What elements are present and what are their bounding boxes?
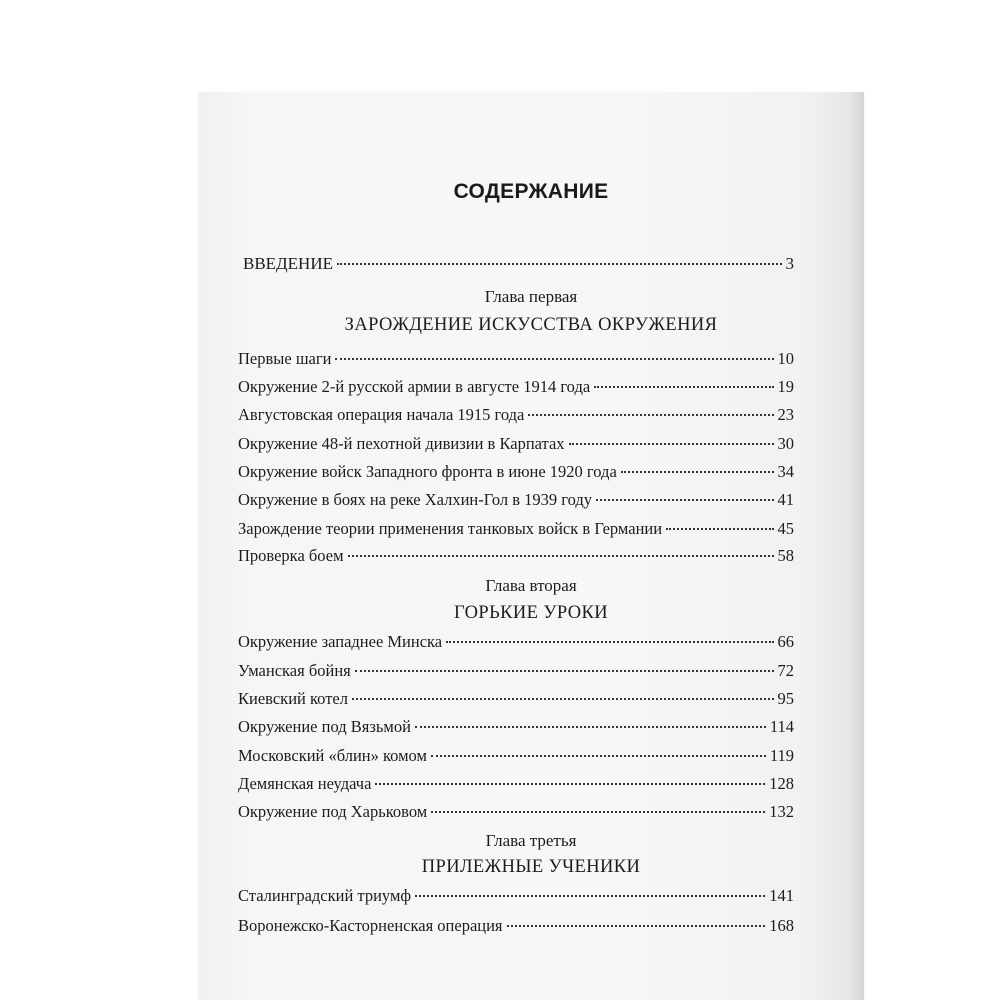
toc-entry [238, 744, 794, 768]
toc-entry-page: 132 [769, 802, 794, 821]
toc-entry-label: Окружение войск Западного фронта в июне 1920 года [238, 462, 617, 481]
toc-entry-label: Окружение под Вязьмой [238, 717, 411, 736]
toc-entry-page: 114 [769, 717, 794, 736]
toc-entry-label: Окружение 48-й пехотной дивизии в Карпатах [238, 434, 565, 453]
toc-entry [238, 687, 794, 711]
toc-entry-label: Окружение в боях на реке Халхин-Гол в 1939 году [238, 490, 593, 509]
toc-entry-label: Уманская бойня [238, 661, 351, 680]
toc-entry-page: 41 [777, 490, 794, 509]
toc-entry-label: Демянская неудача [238, 774, 372, 793]
toc-entry-page: 119 [769, 746, 794, 765]
dot-leader [352, 698, 774, 700]
toc-title: СОДЕРЖАНИЕ [453, 180, 609, 203]
dot-leader [528, 414, 773, 416]
toc-entry-label: Первые шаги [238, 349, 332, 368]
dot-leader [415, 726, 766, 728]
toc-entry-page: 10 [777, 349, 794, 368]
toc-entry [238, 800, 794, 824]
toc-entry-label: Проверка боем [238, 546, 344, 565]
toc-entry-label: Воронежско-Касторненская операция [238, 916, 503, 935]
toc-entry-page: 19 [777, 377, 794, 396]
dot-leader [507, 925, 766, 927]
toc-entry-page: 34 [777, 462, 794, 481]
dot-leader [569, 443, 774, 445]
toc-entry [238, 432, 794, 456]
toc-entry-page: 3 [785, 254, 794, 273]
toc-entry [238, 884, 794, 908]
toc-entry [238, 403, 794, 427]
chapter-2-title: ГОРЬКИЕ УРОКИ [453, 603, 608, 623]
chapter-3-title: ПРИЛЕЖНЫЕ УЧЕНИКИ [421, 857, 641, 877]
dot-leader [335, 358, 773, 360]
chapter-3-number: Глава третья [485, 831, 577, 850]
toc-entry-page: 23 [777, 405, 794, 424]
dot-leader [355, 670, 774, 672]
toc-entry-label: Киевский котел [238, 689, 348, 708]
chapter-1-title: ЗАРОЖДЕНИЕ ИСКУССТВА ОКРУЖЕНИЯ [344, 315, 718, 335]
toc-entry-label: ВВЕДЕНИЕ [243, 254, 333, 273]
toc-entry-label: Окружение 2-й русской армии в августе 1914 года [238, 377, 591, 396]
toc-entry-page: 30 [777, 434, 794, 453]
toc-entry-label: Августовская операция начала 1915 года [238, 405, 525, 424]
toc-entry-page: 128 [769, 774, 794, 793]
dot-leader [594, 386, 773, 388]
toc-entry-page: 58 [777, 546, 794, 565]
toc-entry-page: 72 [777, 661, 794, 680]
toc-entry [238, 659, 794, 683]
toc-entry [238, 914, 794, 938]
chapter-2-number: Глава вторая [485, 576, 577, 595]
dot-leader [431, 755, 766, 757]
dot-leader [375, 783, 765, 785]
toc-entry-intro [243, 252, 794, 276]
dot-leader [415, 895, 765, 897]
toc-entry-label: Окружение западнее Минска [238, 632, 443, 651]
dot-leader [446, 641, 773, 643]
dot-leader [348, 555, 774, 557]
dot-leader [621, 471, 774, 473]
chapter-1-number: Глава первая [484, 287, 578, 306]
toc-entry-page: 168 [769, 916, 794, 935]
toc-entry [238, 715, 794, 739]
toc-entry [238, 488, 794, 512]
toc-entry [238, 517, 794, 541]
toc-entry-label: Московский «блин» комом [238, 746, 427, 765]
toc-entry-page: 141 [769, 886, 794, 905]
dot-leader [596, 499, 773, 501]
book-page [198, 92, 864, 1000]
toc-entry-page: 95 [777, 689, 794, 708]
dot-leader [666, 528, 773, 530]
toc-entry [238, 460, 794, 484]
toc-entry-label: Окружение под Харьковом [238, 802, 428, 821]
toc-entry-page: 45 [777, 519, 794, 538]
toc-entry [238, 630, 794, 654]
table-of-contents [198, 92, 864, 1000]
toc-entry [238, 375, 794, 399]
dot-leader [337, 263, 782, 265]
toc-entry-label: Зарождение теории применения танковых войск в Германии [238, 519, 663, 538]
dot-leader [431, 811, 765, 813]
toc-entry [238, 544, 794, 568]
toc-entry-label: Сталинградский триумф [238, 886, 412, 905]
toc-entry-page: 66 [777, 632, 794, 651]
toc-entry [238, 772, 794, 796]
toc-entry [238, 347, 794, 371]
